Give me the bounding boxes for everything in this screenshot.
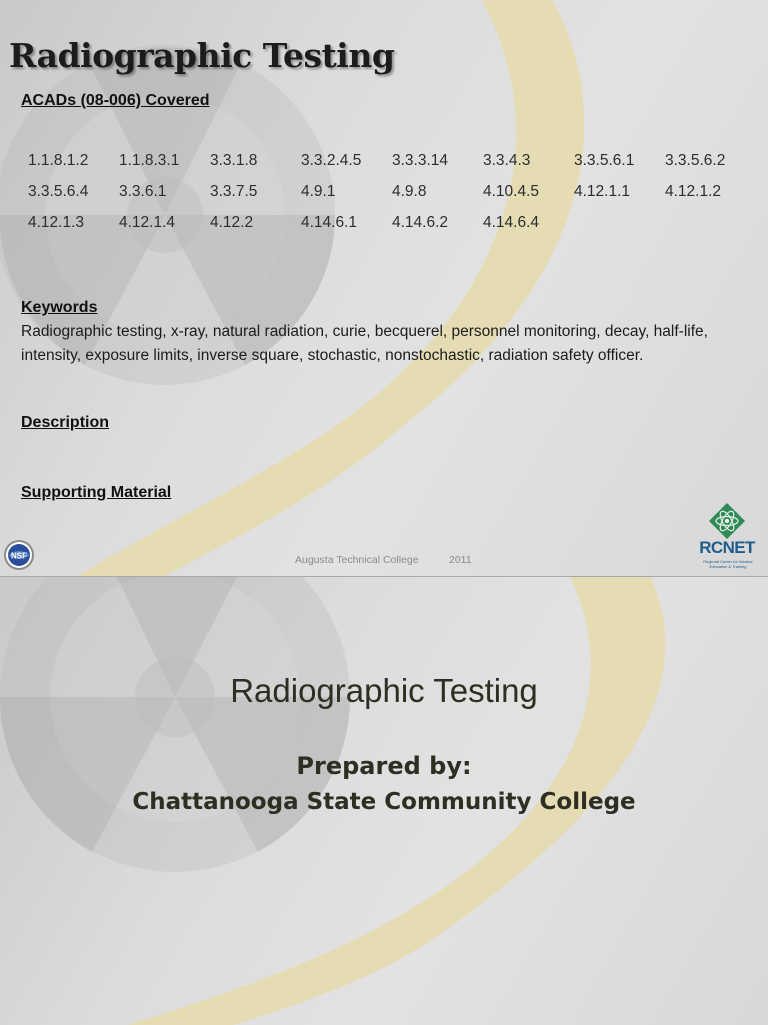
acad-code: 4.10.4.5 [483, 183, 540, 200]
acad-code: 3.3.3.14 [392, 152, 449, 169]
acad-code: 4.12.2 [210, 214, 254, 231]
acad-code: 4.12.1.1 [574, 183, 631, 200]
acad-code: 3.3.5.6.4 [28, 183, 89, 200]
acad-code: 3.3.5.6.1 [574, 152, 635, 169]
acad-code: 4.14.6.2 [392, 214, 449, 231]
acad-code: 1.1.8.3.1 [119, 152, 180, 169]
acad-code: 3.3.4.3 [483, 152, 531, 169]
supporting-material-heading: Supporting Material [21, 484, 172, 501]
acad-code: 4.12.1.3 [28, 214, 85, 231]
acad-code: 1.1.8.1.2 [28, 152, 89, 169]
rcnet-logo-subtext: Regional Center for Nuclear Education & Training [703, 559, 753, 569]
acad-code: 4.14.6.4 [483, 214, 540, 231]
slide2-title: Radiographic Testing [230, 672, 538, 709]
acad-code: 3.3.1.8 [210, 152, 258, 169]
acad-code: 3.3.5.6.2 [665, 152, 726, 169]
acad-code: 4.9.8 [392, 183, 427, 200]
nsf-logo-text: NSF [11, 551, 27, 561]
acad-code: 3.3.2.4.5 [301, 152, 362, 169]
keywords-text: Radiographic testing, x-ray, natural radiation, curie, becquerel, personnel monitoring, decay, half-life, intensity, exposure limits, inverse square, stochastic, nonstochastic, radiation safety officer. [21, 323, 708, 364]
rcnet-logo-text: RCNET [699, 538, 755, 557]
prepared-by-label: Prepared by: [296, 752, 472, 780]
acads-heading: ACADs (08-006) Covered [21, 92, 210, 109]
footer-organization: Augusta Technical College [295, 554, 419, 566]
acad-code: 3.3.6.1 [119, 183, 167, 200]
acad-code: 4.12.1.4 [119, 214, 176, 231]
description-heading: Description [21, 414, 110, 431]
slide-title: Radiographic Testing [9, 36, 395, 75]
acad-code: 4.12.1.2 [665, 183, 722, 200]
keywords-heading: Keywords [21, 299, 98, 316]
acad-code: 4.9.1 [301, 183, 336, 200]
footer-year: 2011 [449, 554, 472, 566]
institution-name: Chattanooga State Community College [132, 789, 636, 815]
acad-code: 4.14.6.1 [301, 214, 358, 231]
acad-code: 3.3.7.5 [210, 183, 258, 200]
